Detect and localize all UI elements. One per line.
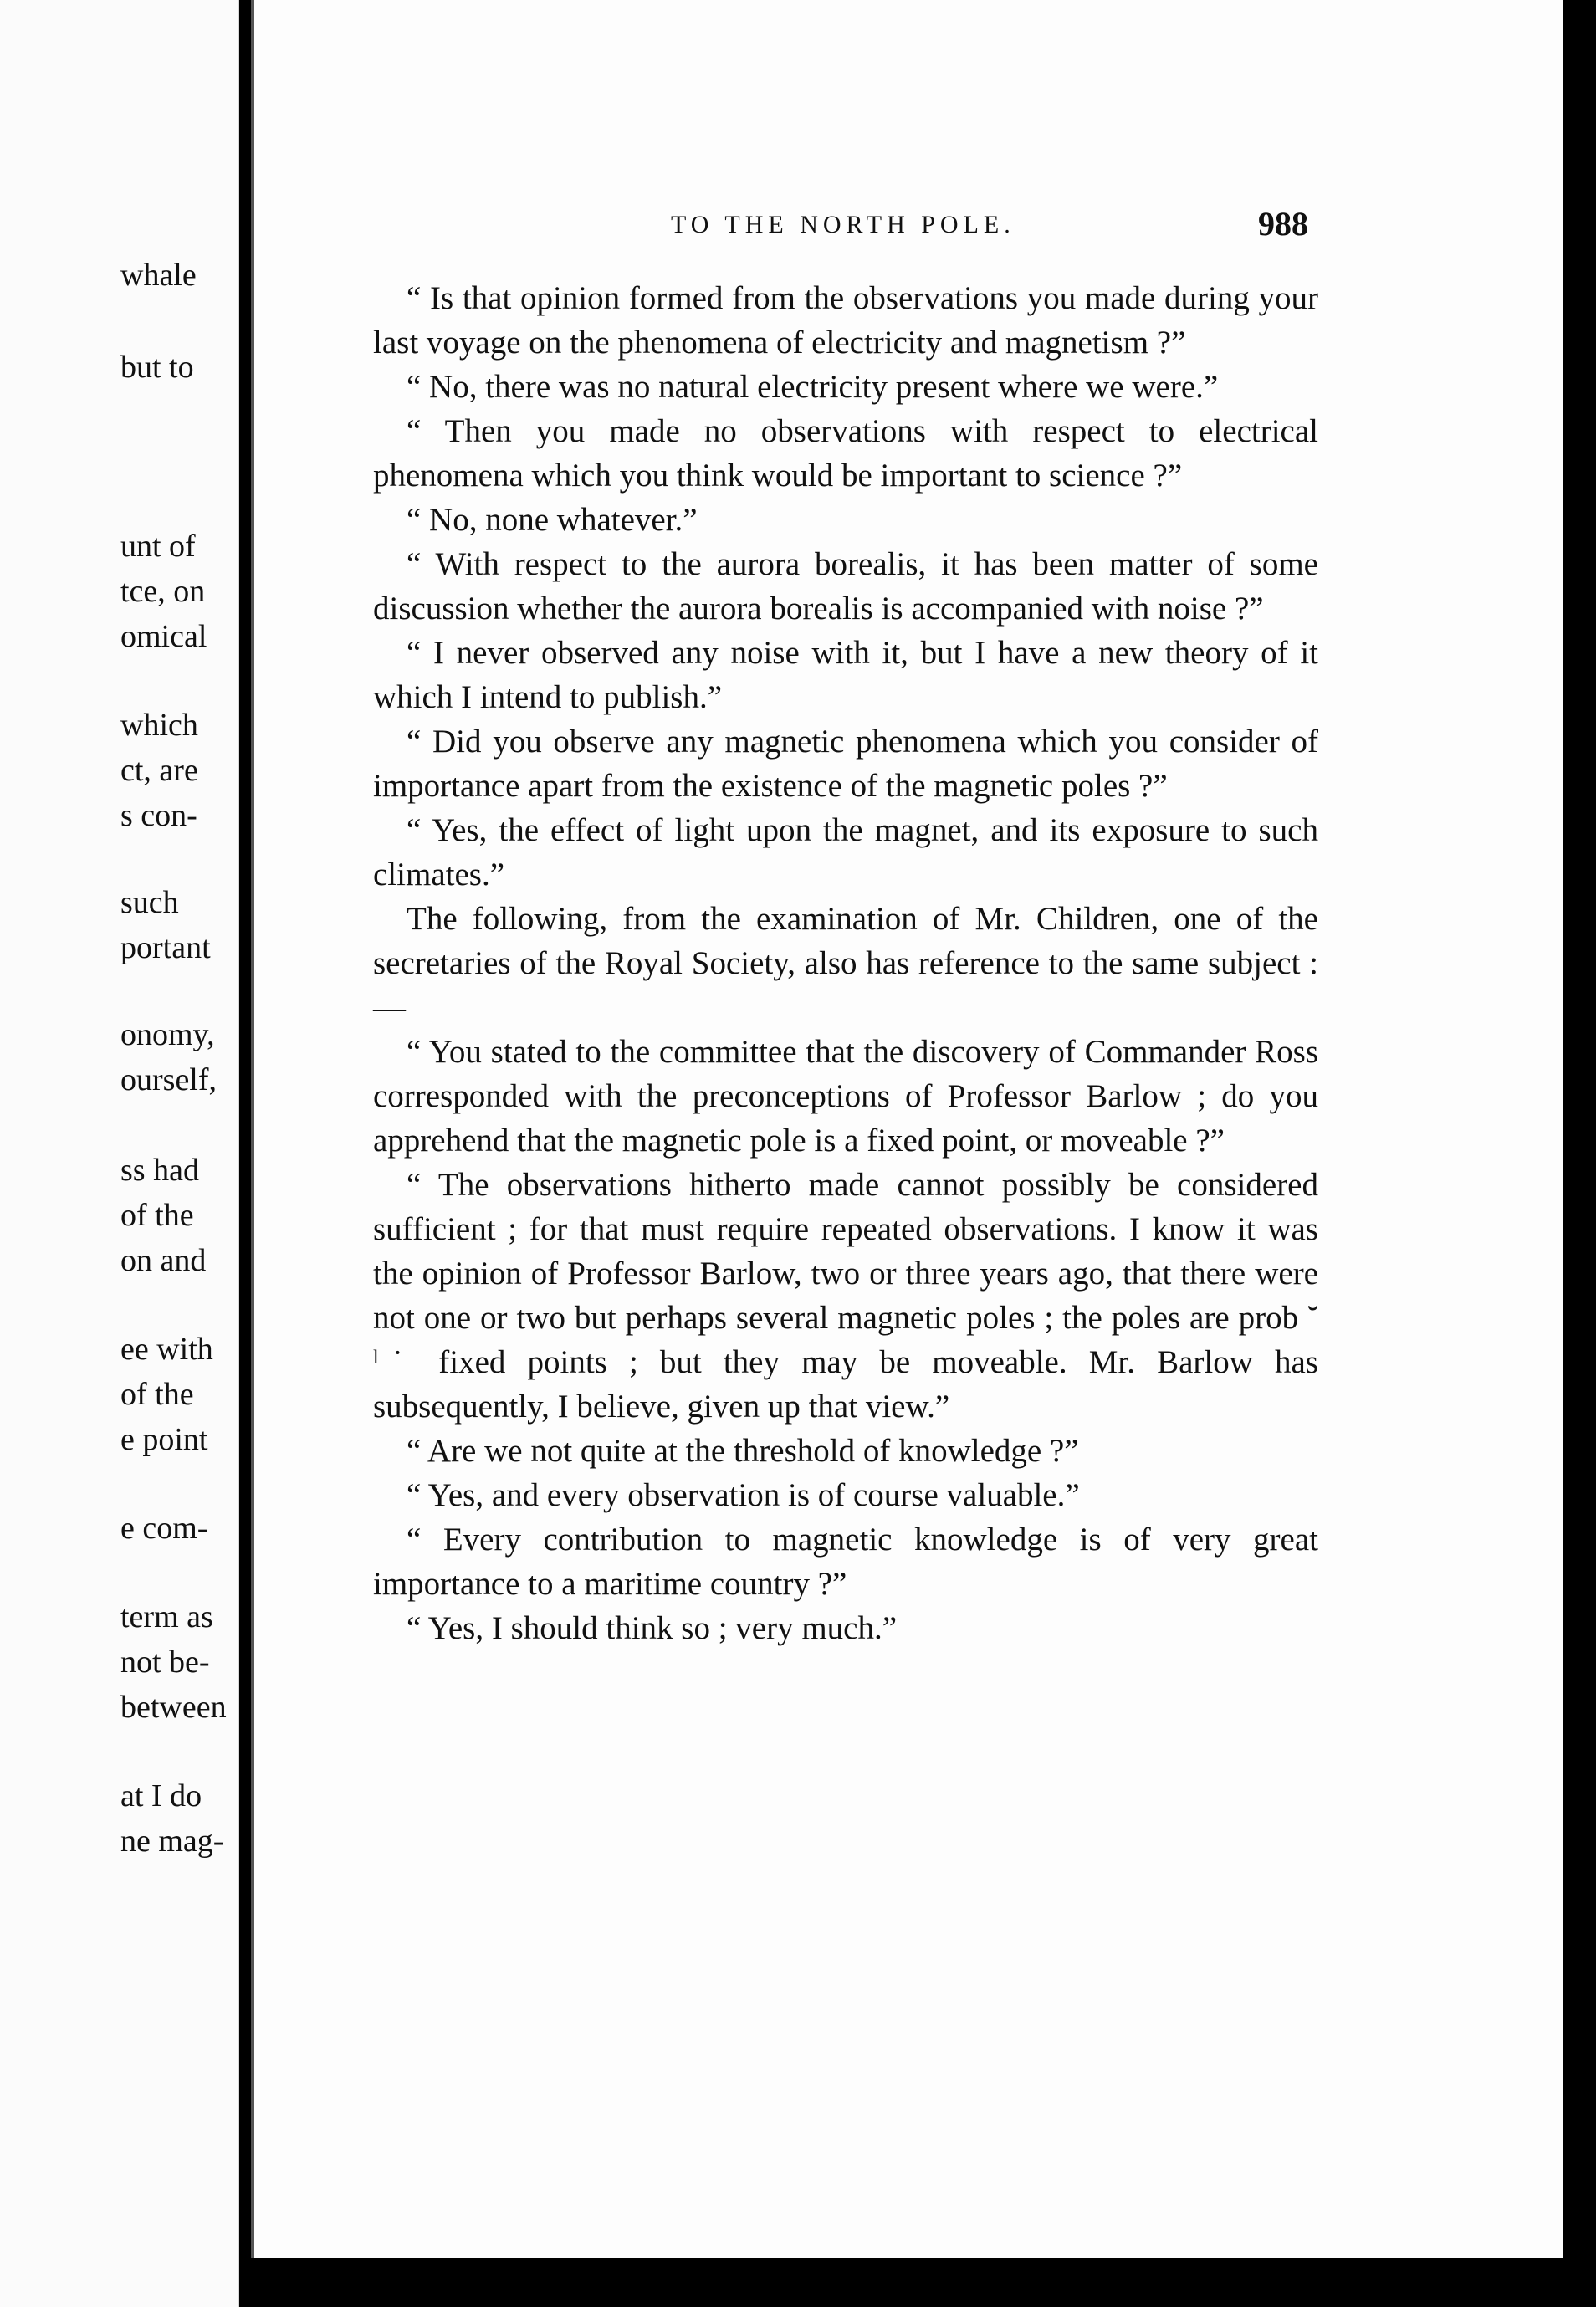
left-page-fragment: omical bbox=[120, 619, 207, 654]
paragraph: “ No, there was no natural electricity present where we were.” bbox=[407, 369, 1219, 405]
left-page-fragment: such bbox=[120, 885, 179, 920]
paragraph: “ With respect to the aurora borealis, it has been matter of some discussion whether the aurora borealis is accompanied with noise ?” bbox=[373, 546, 1318, 627]
left-page-fragment: between bbox=[120, 1690, 227, 1725]
left-page-fragment: of the bbox=[120, 1198, 194, 1233]
running-head: TO THE NORTH POLE. bbox=[671, 211, 1015, 238]
paragraph: “ Are we not quite at the threshold of knowledge ?” bbox=[407, 1433, 1079, 1469]
left-page-fragment: term as bbox=[120, 1599, 213, 1634]
left-page-fragment: ct, are bbox=[120, 753, 198, 788]
left-page-fragment: ss had bbox=[120, 1153, 199, 1188]
paragraph: “ The observations hitherto made cannot possibly be considered sufficient ; for that must require repeated observations. I know it was the opinion of Professor Barlow, two or three years ago, that there were not one or two but perhaps several magnetic poles ; the poles are prob ˘ ˡ˙ fixed points ; but they may be moveable. Mr. Barlow has subsequently, I believe, given up that view.” bbox=[373, 1167, 1318, 1425]
left-page-fragment: e point bbox=[120, 1422, 208, 1457]
paragraph: “ Then you made no observations with respect to electrical phenomena which you think would be important to science ?” bbox=[373, 413, 1318, 494]
left-page-fragment: ourself, bbox=[120, 1062, 217, 1097]
left-page-fragment: portant bbox=[120, 930, 211, 965]
left-page-fragment: at I do bbox=[120, 1778, 202, 1813]
left-page-fragment: whale bbox=[120, 258, 197, 293]
left-page-fragment: which bbox=[120, 708, 198, 743]
page-number: 988 bbox=[1258, 205, 1308, 243]
paragraph: “ You stated to the committee that the discovery of Commander Ross corresponded with the preconceptions of Professor Barlow ; do you apprehend that the magnetic pole is a fixed point, or moveable ?” bbox=[373, 1034, 1318, 1159]
left-page-fragment: but to bbox=[120, 350, 194, 385]
paragraph: The following, from the examination of Mr. Children, one of the secretaries of the Royal Society, also has reference to the same subject :— bbox=[373, 901, 1318, 1026]
paragraph: “ No, none whatever.” bbox=[407, 502, 698, 538]
left-page-fragment: not be- bbox=[120, 1645, 210, 1680]
left-facing-page bbox=[0, 0, 239, 2307]
left-page-fragment: tce, on bbox=[120, 574, 206, 609]
left-page-fragment: s con- bbox=[120, 798, 197, 833]
left-page-fragment: unt of bbox=[120, 529, 196, 564]
left-page-fragment: ne mag- bbox=[120, 1824, 224, 1859]
book-page bbox=[251, 0, 1563, 2258]
paragraph: “ Yes, the effect of light upon the magnet, and its exposure to such climates.” bbox=[373, 812, 1318, 893]
left-page-fragment: of the bbox=[120, 1377, 194, 1412]
paragraph: “ Yes, I should think so ; very much.” bbox=[407, 1610, 898, 1646]
paragraph: “ Yes, and every observation is of course valuable.” bbox=[407, 1477, 1080, 1513]
paragraph: “ Did you observe any magnetic phenomena which you consider of importance apart from the existence of the magnetic poles ?” bbox=[373, 724, 1318, 804]
paragraph: “ I never observed any noise with it, but I have a new theory of it which I intend to publish.” bbox=[373, 635, 1318, 715]
left-page-fragment: e com- bbox=[120, 1511, 208, 1546]
left-page-fragment: on and bbox=[120, 1243, 207, 1278]
paragraph: “ Every contribution to magnetic knowledge is of very great importance to a maritime country ?” bbox=[373, 1522, 1318, 1602]
body-text bbox=[373, 276, 1318, 1650]
left-page-fragment: onomy, bbox=[120, 1017, 215, 1052]
left-page-fragment: ee with bbox=[120, 1332, 213, 1367]
paragraph: “ Is that opinion formed from the observations you made during your last voyage on the phenomena of electricity and magnetism ?” bbox=[373, 280, 1318, 361]
